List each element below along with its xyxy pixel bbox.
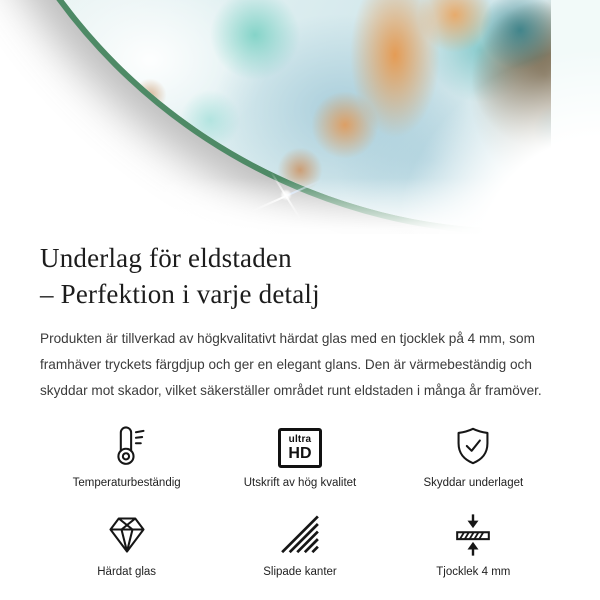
feature-print-quality (213, 422, 386, 491)
feature-protects-floor (387, 422, 560, 491)
polished-edges-icon (278, 511, 322, 557)
intro-paragraph: Produkten är tillverkad av högkvalitativt härdat glas med en tjocklek på 4 mm, som framhäver tryckets färgdjup och ger en elegant glans. Den är värmebeständig och skyddar mot skador, vilket säkerställer området runt eldstaden i många år framöver. (40, 331, 542, 398)
page-title-line2: – Perfektion i varje detalj (40, 279, 320, 309)
feature-label: Utskrift av hög kvalitet (243, 477, 357, 489)
feature-polished-edges (213, 511, 386, 580)
page-title-line1: Underlag för eldstaden (40, 243, 292, 273)
diamond-icon (105, 511, 149, 557)
page-title (40, 240, 560, 312)
shield-check-icon (451, 422, 495, 468)
ultra-hd-icon: ultra HD (278, 422, 322, 468)
thermometer-icon (105, 422, 149, 468)
feature-thickness (387, 511, 560, 580)
feature-temperature (40, 422, 213, 491)
feature-label: Temperaturbeständig (72, 477, 181, 489)
product-photo (0, 0, 600, 234)
marble-artwork (0, 0, 551, 234)
feature-label: Tjocklek 4 mm (436, 565, 511, 578)
product-description-section (0, 234, 600, 580)
feature-label: Härdat glas (97, 565, 157, 578)
thickness-icon (451, 511, 495, 557)
feature-grid (40, 422, 560, 580)
glass-disc-photo (0, 0, 600, 234)
feature-label: Skyddar underlaget (423, 477, 524, 489)
feature-tempered-glass (40, 511, 213, 580)
feature-label: Slipade kanter (263, 565, 337, 578)
